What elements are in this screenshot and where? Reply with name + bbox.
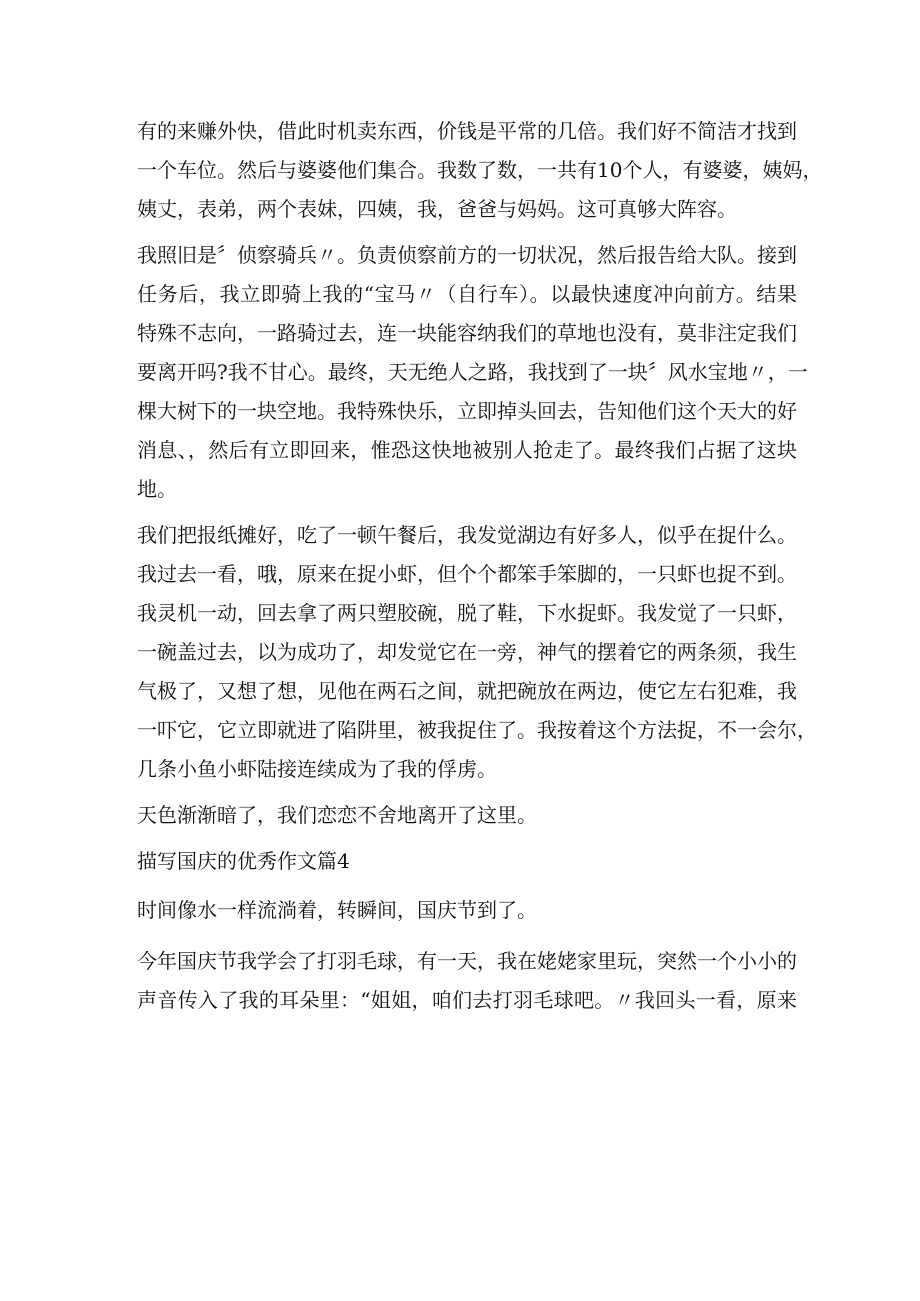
text-line: 声音传入了我的耳朵里：“姐姐，咱们去打羽毛球吧。〃我回头一看，原来 bbox=[137, 988, 797, 1012]
text-line: 我过去一看，哦，原来在捉小虾，但个个都笨手笨脚的，一只虾也捉不到。 bbox=[137, 562, 797, 586]
heading-text: 描写国庆的优秀作文篇4 bbox=[137, 849, 350, 873]
text-line: 棵大树下的一块空地。我特殊快乐，立即掉头回去，告知他们这个天大的好 bbox=[137, 399, 797, 423]
paragraph-2 bbox=[137, 236, 808, 509]
text-line: 时间像水一样流淌着，转瞬间，国庆节到了。 bbox=[137, 898, 537, 922]
text-line: 任务后，我立即骑上我的“宝马〃（自行车）。以最快速度冲向前方。结果 bbox=[137, 282, 797, 306]
text-line: 一个车位。然后与婆婆他们集合。我数了数，一共有10个人，有婆婆，姨妈， bbox=[137, 158, 823, 182]
text-line: 一碗盖过去，以为成功了，却发觉它在一旁，神气的摆着它的两条须，我生 bbox=[137, 640, 797, 664]
paragraph-1 bbox=[137, 112, 823, 229]
paragraph-4 bbox=[137, 796, 797, 835]
document-body bbox=[137, 112, 823, 1020]
paragraph-6 bbox=[137, 942, 797, 1020]
text-line: 要离开吗?我不甘心。最终，天无绝人之路，我找到了一块〞风水宝地〃，一 bbox=[137, 360, 808, 384]
section-heading bbox=[137, 842, 797, 881]
text-line: 我灵机一动，回去拿了两只塑胶碗，脱了鞋，下水捉虾。我发觉了一只虾， bbox=[137, 601, 797, 625]
text-line: 我照旧是〞侦察骑兵〃。负责侦察前方的一切状况，然后报告给大队。接到 bbox=[137, 243, 797, 267]
text-line: 几条小鱼小虾陆接连续成为了我的俘虏。 bbox=[137, 757, 497, 781]
text-line: 我们把报纸摊好，吃了一顿午餐后，我发觉湖边有好多人，似乎在捉什么。 bbox=[137, 523, 797, 547]
text-line: 特殊不志向，一路骑过去，连一块能容纳我们的草地也没有，莫非注定我们 bbox=[137, 321, 797, 345]
paragraph-5 bbox=[137, 891, 797, 930]
text-line: 地。 bbox=[137, 477, 177, 501]
text-line: 一吓它，它立即就进了陷阱里，被我捉住了。我按着这个方法捉，不一会尔， bbox=[137, 718, 817, 742]
paragraph-3 bbox=[137, 516, 817, 789]
text-line: 气极了，又想了想，见他在两石之间，就把碗放在两边，使它左右犯难，我 bbox=[137, 679, 797, 703]
text-line: 天色渐渐暗了，我们恋恋不舍地离开了这里。 bbox=[137, 803, 537, 827]
text-line: 消息、，然后有立即回来，惟恐这快地被别人抢走了。最终我们占据了这块 bbox=[137, 438, 797, 462]
text-line: 有的来赚外快，借此时机卖东西，价钱是平常的几倍。我们好不简洁才找到 bbox=[137, 119, 797, 143]
text-line: 姨丈，表弟，两个表妹，四姨，我，爸爸与妈妈。这可真够大阵容。 bbox=[137, 197, 737, 221]
text-line: 今年国庆节我学会了打羽毛球，有一天，我在姥姥家里玩，突然一个小小的 bbox=[137, 949, 797, 973]
